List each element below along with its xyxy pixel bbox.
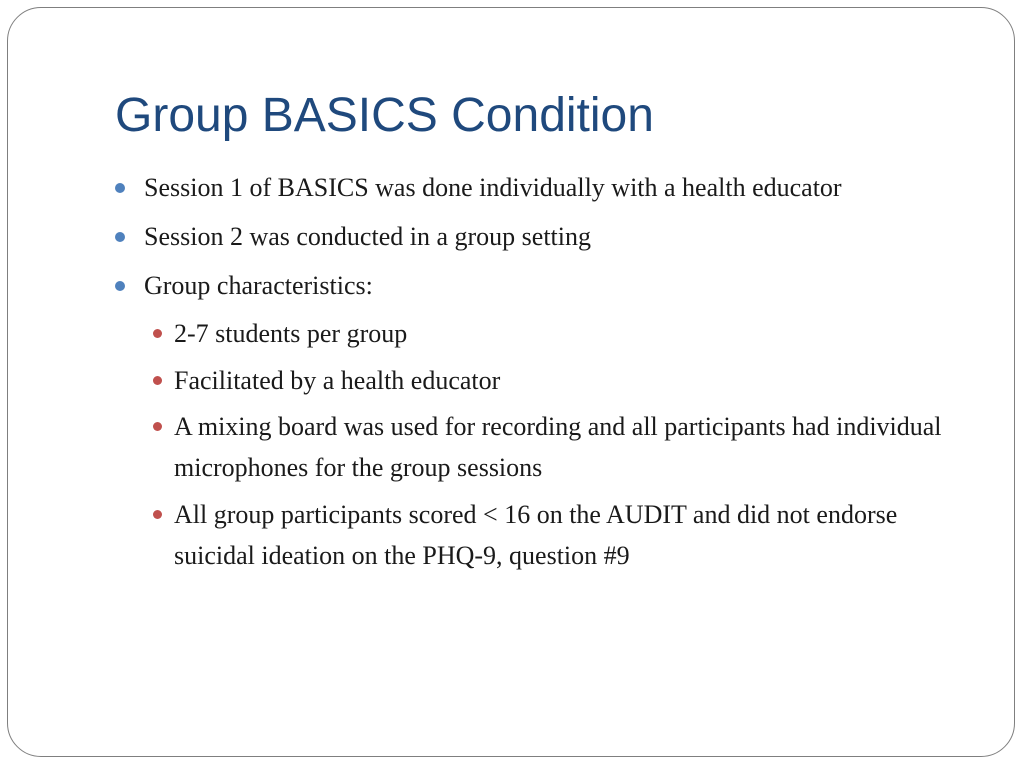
bullet-item — [144, 221, 591, 253]
bullet-text: Group characteristics: — [144, 271, 373, 300]
sub-bullet-text: A mixing board was used for recording and all participants had individual microphones for the group sessions — [174, 412, 942, 482]
sub-bullet-item — [174, 360, 964, 401]
sub-bullet-item — [174, 313, 964, 354]
bullet-dot-icon — [115, 232, 125, 242]
bullet-dot-icon — [115, 281, 125, 291]
sub-bullet-dot-icon — [153, 329, 162, 338]
sub-bullet-text: 2-7 students per group — [174, 319, 408, 348]
bullet-item — [144, 270, 373, 302]
sub-bullet-item — [174, 494, 964, 576]
sub-bullet-dot-icon — [153, 510, 162, 519]
sub-bullet-text: All group participants scored < 16 on the AUDIT and did not endorse suicidal ideation on the PHQ-9, question #9 — [174, 500, 898, 570]
sub-bullet-dot-icon — [153, 376, 162, 385]
sub-bullet-text: Facilitated by a health educator — [174, 366, 501, 395]
bullet-text: Session 2 was conducted in a group setting — [144, 222, 591, 251]
sub-bullet-item — [174, 406, 964, 488]
sub-bullet-dot-icon — [153, 422, 162, 431]
slide-title: Group BASICS Condition — [115, 89, 654, 142]
bullet-text: Session 1 of BASICS was done individually with a health educator — [144, 173, 842, 202]
bullet-item — [144, 172, 842, 204]
bullet-dot-icon — [115, 183, 125, 193]
